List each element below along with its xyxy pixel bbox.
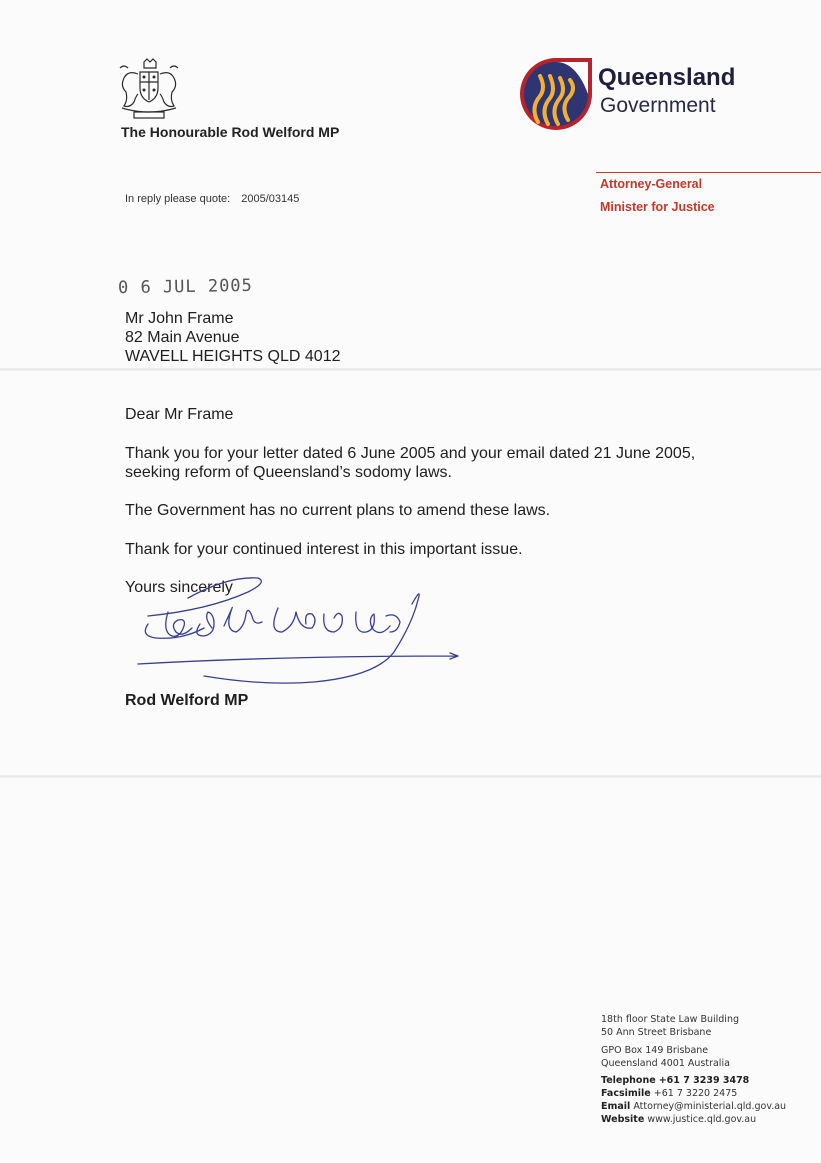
office-title-attorney-general: Attorney-General xyxy=(600,177,703,191)
queensland-government-flame-logo-icon xyxy=(516,56,594,132)
handwritten-signature xyxy=(128,568,468,688)
footer-website xyxy=(601,1114,756,1125)
website-address: www.justice.qld.gov.au xyxy=(647,1114,757,1125)
recipient-street: 82 Main Avenue xyxy=(125,329,240,346)
footer-address-1: 18th floor State Law Building xyxy=(601,1014,739,1025)
government-name: Queensland xyxy=(598,64,736,91)
website-label: Website xyxy=(601,1114,645,1125)
recipient-city: WAVELL HEIGHTS QLD 4012 xyxy=(125,348,341,365)
recipient-name: Mr John Frame xyxy=(125,310,234,327)
queensland-coat-of-arms-icon xyxy=(114,58,184,124)
email-label: Email xyxy=(601,1101,631,1112)
paragraph-1-line-2: seeking reform of Queensland’s sodomy laws. xyxy=(125,464,452,481)
office-title-minister: Minister for Justice xyxy=(600,200,715,214)
header-divider xyxy=(596,172,821,173)
telephone-label: Telephone xyxy=(601,1075,656,1086)
facsimile-label: Facsimile xyxy=(601,1088,651,1099)
footer-address-2: 50 Ann Street Brisbane xyxy=(601,1027,712,1038)
date-stamp: 0 6 JUL 2005 xyxy=(117,275,253,299)
paragraph-2: The Government has no current plans to amend these laws. xyxy=(125,502,551,519)
closing: Yours sincerely xyxy=(125,579,233,596)
footer-email xyxy=(601,1101,786,1112)
reference-number: 2005/03145 xyxy=(241,193,300,205)
reference-label: In reply please quote: xyxy=(125,193,231,205)
sender-name: The Honourable Rod Welford MP xyxy=(121,124,340,140)
footer-address-3: GPO Box 149 Brisbane xyxy=(601,1045,709,1056)
footer-address-4: Queensland 4001 Australia xyxy=(601,1058,730,1069)
signer-name: Rod Welford MP xyxy=(125,692,249,709)
paragraph-3: Thank for your continued interest in this important issue. xyxy=(125,541,523,558)
telephone-number: +61 7 3239 3478 xyxy=(658,1075,750,1086)
paper-fold-line xyxy=(0,368,821,371)
government-subtitle: Government xyxy=(600,94,716,117)
salutation: Dear Mr Frame xyxy=(125,406,234,423)
reference-line xyxy=(125,193,299,205)
paragraph-1-line-1: Thank you for your letter dated 6 June 2005 and your email dated 21 June 2005, xyxy=(125,445,696,462)
footer-facsimile xyxy=(601,1088,737,1099)
facsimile-number: +61 7 3220 2475 xyxy=(653,1088,738,1099)
paper-fold-line xyxy=(0,775,821,778)
email-address: Attorney@ministerial.qld.gov.au xyxy=(633,1101,787,1112)
footer-telephone xyxy=(601,1075,749,1086)
